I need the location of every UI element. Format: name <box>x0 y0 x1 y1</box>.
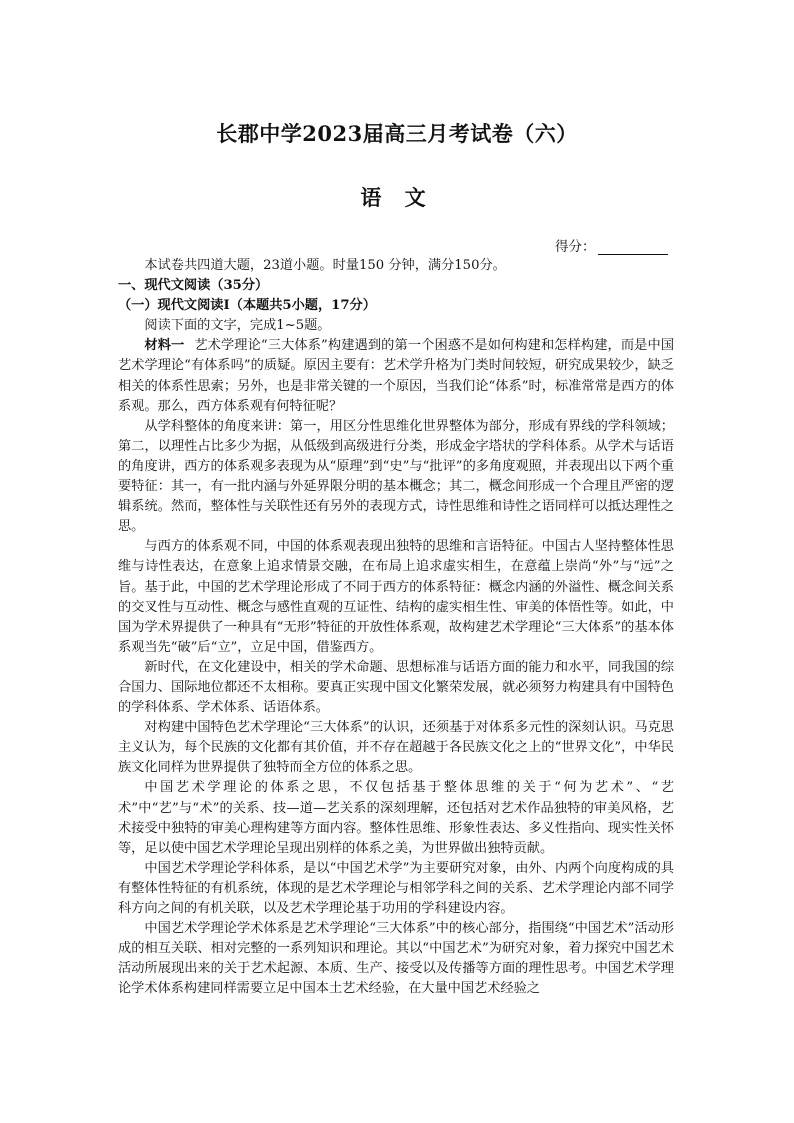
paragraph-3: 与西方的体系观不同，中国的体系观表现出独特的思维和言语特征。中国古人坚持整体性思维与诗性表达，在意象上追求情景交融，在布局上追求虚实相生，在意蕴上崇尚“外”与“远”之旨。基于此，中国的艺术学理论形成了不同于西方的体系特征：概念内涵的外溢性、概念间关系的交叉性与互动性、概念与感性直观的互证性、结构的虚实相生性、审美的体悟性等。如此，中国为学术界提供了一种具有“无形”特征的开放性体系观，故构建艺术学理论“三大体系”的基本体系观当先“破”后“立”，立足中国，借鉴西方。 <box>118 539 674 655</box>
reading-instruction: 阅读下面的文字，完成1~5题。 <box>144 318 331 334</box>
paragraph-2: 从学科整体的角度来讲：第一，用区分性思维化世界整体为部分，形成有界线的学科领域；第二，以理性占比多少为据，从低级到高级进行分类，形成金字塔状的学科体系。从学术与话语的角度讲，西方的体系观多表现为从“原理”到“史”与“批评”的多角度观照，并表现出以下两个重要特征：其一，有一批内涵与外延界限分明的基本概念；其二，概念间形成一个合理且严密的逻辑系统。然而，整体性与关联性还有另外的表现方式，诗性思维和诗性之语同样可以抵达理性之思。 <box>118 418 674 535</box>
score-field <box>555 235 668 255</box>
paragraph-6: 中国艺术学理论的体系之思，不仅包括基于整体思维的关于“何为艺术”、“艺术”中“艺”与“术”的关系、技—道—艺关系的深刻理解，还包括对艺术作品独特的审美风格，艺术接受中独特的审美心理构建等方面内容。整体性思维、形象性表达、多义性指向、现实性关怀等，足以使中国艺术学理论呈现出别样的体系之美，为世界做出独特贡献。 <box>118 780 674 856</box>
material-label: 材料一 <box>144 338 185 354</box>
paragraph-8: 中国艺术学理论学术体系是艺术学理论“三大体系”中的核心部分，指围绕“中国艺术”活动形成的相互关联、相对完整的一系列知识和理论。其以“中国艺术”为研究对象，着力探究中国艺术活动所展现出来的关于艺术起源、本质、生产、接受以及传播等方面的理性思考。中国艺术学理论学术体系构建同样需要立足中国本土艺术经验，在大量中国艺术经验之 <box>118 921 674 997</box>
exam-body <box>118 256 674 999</box>
paragraph-4: 新时代，在文化建设中，相关的学术命题、思想标准与话语方面的能力和水平，同我国的综合国力、国际地位都还不太相称。要真正实现中国文化繁荣发展，就必须努力构建具有中国特色的学科体系、学术体系、话语体系。 <box>118 659 674 716</box>
sub-section-heading: （一）现代文阅读Ⅰ（本题共5小题，17分） <box>118 298 376 314</box>
subject-title: 语 文 <box>360 185 434 210</box>
section-heading: 一、现代文阅读（35分） <box>118 278 269 294</box>
paragraph-7: 中国艺术学理论学科体系，是以“中国艺术学”为主要研究对象，由外、内两个向度构成的具有整体性特征的有机系统，体现的是艺术学理论与相邻学科之间的关系、艺术学理论内部不同学科方向之间的有机关联，以及艺术学理论基于功用的学科建设内容。 <box>118 860 674 916</box>
exam-intro: 本试卷共四道大题，23道小题。时量150 分钟，满分150分。 <box>144 258 506 273</box>
exam-title: 长郡中学2023届高三月考试卷（六） <box>216 121 578 146</box>
paragraph-1-text: 艺术学理论“三大体系”构建遇到的第一个困惑不是如何构建和怎样构建，而是中国艺术学理论“有体系吗”的质疑。原因主要有：艺术学升格为门类时间较短，研究成果较少，缺乏相关的体系性思索；另外，也是非常关键的一个原因，当我们论“体系”时，标准常常是西方的体系观。那么，西方体系观有何特征呢？ <box>118 338 675 414</box>
paragraph-5: 对构建中国特色艺术学理论“三大体系”的认识，还须基于对体系多元性的深刻认识。马克思主义认为，每个民族的文化都有其价值，并不存在超越于各民族文化之上的“世界文化”，中华民族文化同样为世界提供了独特而全方位的体系之思。 <box>118 720 674 776</box>
score-blank[interactable] <box>598 240 668 255</box>
score-label: 得分： <box>555 239 596 255</box>
paragraph-1 <box>118 336 674 416</box>
